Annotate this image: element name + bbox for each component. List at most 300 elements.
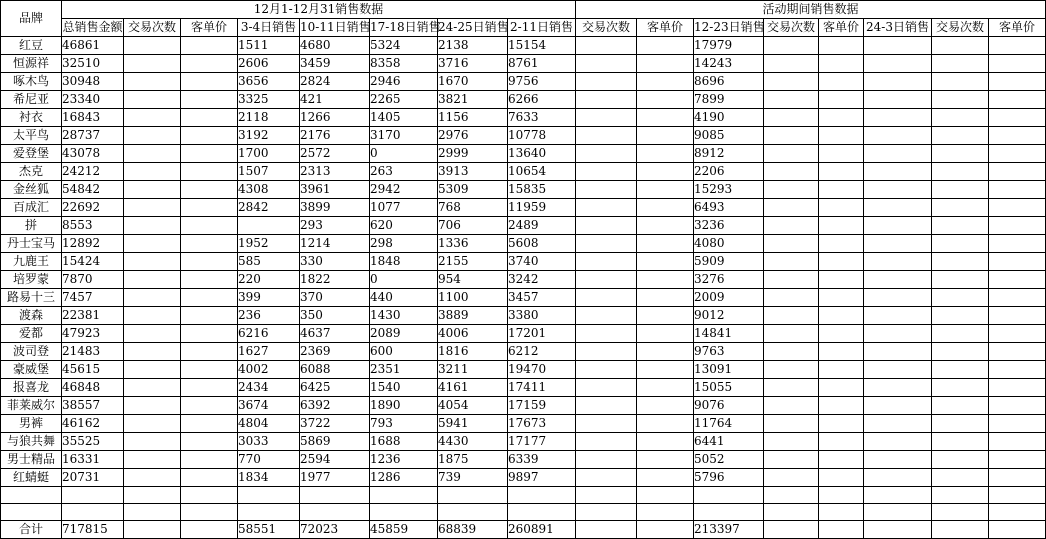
data-cell[interactable]: 3033	[238, 433, 300, 451]
data-cell[interactable]: 32510	[62, 55, 124, 73]
data-cell[interactable]	[637, 521, 694, 539]
data-cell[interactable]	[124, 415, 181, 433]
data-cell[interactable]	[181, 469, 238, 487]
data-cell[interactable]	[764, 163, 819, 181]
data-cell[interactable]	[637, 379, 694, 397]
data-cell[interactable]: 3716	[438, 55, 508, 73]
data-cell[interactable]: 330	[300, 253, 370, 271]
brand-cell[interactable]: 金丝狐	[1, 181, 62, 199]
data-cell[interactable]	[576, 397, 637, 415]
data-cell[interactable]	[819, 253, 864, 271]
brand-cell[interactable]: 恒源祥	[1, 55, 62, 73]
empty-cell[interactable]	[864, 504, 932, 521]
data-cell[interactable]: 3380	[508, 307, 576, 325]
data-cell[interactable]: 45859	[370, 521, 438, 539]
data-cell[interactable]	[764, 307, 819, 325]
data-cell[interactable]	[764, 217, 819, 235]
data-cell[interactable]	[989, 217, 1046, 235]
data-cell[interactable]	[181, 521, 238, 539]
brand-cell[interactable]: 百成汇	[1, 199, 62, 217]
data-cell[interactable]: 3740	[508, 253, 576, 271]
data-cell[interactable]: 793	[370, 415, 438, 433]
brand-cell[interactable]: 菲莱威尔	[1, 397, 62, 415]
data-cell[interactable]: 12892	[62, 235, 124, 253]
data-cell[interactable]	[764, 325, 819, 343]
data-cell[interactable]	[932, 451, 989, 469]
data-cell[interactable]: 30948	[62, 73, 124, 91]
data-cell[interactable]: 6339	[508, 451, 576, 469]
data-cell[interactable]	[989, 199, 1046, 217]
column-header[interactable]: 3-4日销售	[238, 19, 300, 37]
data-cell[interactable]: 3236	[694, 217, 764, 235]
empty-cell[interactable]	[989, 504, 1046, 521]
data-cell[interactable]: 3170	[370, 127, 438, 145]
empty-cell[interactable]	[508, 504, 576, 521]
data-cell[interactable]: 9756	[508, 73, 576, 91]
data-cell[interactable]	[576, 163, 637, 181]
empty-cell[interactable]	[764, 487, 819, 504]
data-cell[interactable]	[576, 307, 637, 325]
data-cell[interactable]	[989, 55, 1046, 73]
data-cell[interactable]	[864, 289, 932, 307]
empty-cell[interactable]	[438, 504, 508, 521]
data-cell[interactable]	[637, 325, 694, 343]
data-cell[interactable]	[576, 325, 637, 343]
data-cell[interactable]	[932, 217, 989, 235]
data-cell[interactable]: 2489	[508, 217, 576, 235]
data-cell[interactable]: 35525	[62, 433, 124, 451]
data-cell[interactable]	[124, 91, 181, 109]
data-cell[interactable]: 17673	[508, 415, 576, 433]
data-cell[interactable]	[989, 325, 1046, 343]
data-cell[interactable]: 399	[238, 289, 300, 307]
data-cell[interactable]: 17201	[508, 325, 576, 343]
data-cell[interactable]: 3674	[238, 397, 300, 415]
data-cell[interactable]: 2089	[370, 325, 438, 343]
data-cell[interactable]	[932, 235, 989, 253]
data-cell[interactable]	[819, 271, 864, 289]
data-cell[interactable]: 620	[370, 217, 438, 235]
data-cell[interactable]	[124, 109, 181, 127]
data-cell[interactable]	[989, 361, 1046, 379]
data-cell[interactable]: 10778	[508, 127, 576, 145]
data-cell[interactable]: 11959	[508, 199, 576, 217]
data-cell[interactable]	[637, 343, 694, 361]
data-cell[interactable]: 1077	[370, 199, 438, 217]
data-cell[interactable]: 1822	[300, 271, 370, 289]
data-cell[interactable]: 2118	[238, 109, 300, 127]
data-cell[interactable]	[181, 253, 238, 271]
data-cell[interactable]	[637, 253, 694, 271]
data-cell[interactable]: 6493	[694, 199, 764, 217]
data-cell[interactable]	[819, 361, 864, 379]
data-cell[interactable]	[181, 343, 238, 361]
data-cell[interactable]	[819, 343, 864, 361]
data-cell[interactable]	[637, 181, 694, 199]
data-cell[interactable]	[864, 343, 932, 361]
data-cell[interactable]	[764, 145, 819, 163]
data-cell[interactable]: 16331	[62, 451, 124, 469]
data-cell[interactable]	[764, 91, 819, 109]
data-cell[interactable]: 1890	[370, 397, 438, 415]
data-cell[interactable]	[637, 73, 694, 91]
data-cell[interactable]	[576, 451, 637, 469]
data-cell[interactable]	[124, 127, 181, 145]
data-cell[interactable]	[932, 55, 989, 73]
data-cell[interactable]: 717815	[62, 521, 124, 539]
data-cell[interactable]	[764, 253, 819, 271]
data-cell[interactable]	[124, 469, 181, 487]
data-cell[interactable]	[932, 307, 989, 325]
data-cell[interactable]: 5796	[694, 469, 764, 487]
data-cell[interactable]: 3242	[508, 271, 576, 289]
data-cell[interactable]	[989, 271, 1046, 289]
data-cell[interactable]	[819, 325, 864, 343]
column-header[interactable]: 24-3日销售	[864, 19, 932, 37]
data-cell[interactable]	[819, 55, 864, 73]
data-cell[interactable]	[637, 109, 694, 127]
data-cell[interactable]: 15293	[694, 181, 764, 199]
data-cell[interactable]: 1100	[438, 289, 508, 307]
data-cell[interactable]: 9897	[508, 469, 576, 487]
data-cell[interactable]: 2976	[438, 127, 508, 145]
data-cell[interactable]: 440	[370, 289, 438, 307]
data-cell[interactable]	[124, 307, 181, 325]
column-header[interactable]: 10-11日销售	[300, 19, 370, 37]
data-cell[interactable]	[124, 397, 181, 415]
data-cell[interactable]: 4006	[438, 325, 508, 343]
data-cell[interactable]	[819, 91, 864, 109]
data-cell[interactable]: 2176	[300, 127, 370, 145]
data-cell[interactable]: 5941	[438, 415, 508, 433]
data-cell[interactable]: 1670	[438, 73, 508, 91]
data-cell[interactable]: 4804	[238, 415, 300, 433]
data-cell[interactable]	[864, 451, 932, 469]
data-cell[interactable]: 6212	[508, 343, 576, 361]
data-cell[interactable]: 2206	[694, 163, 764, 181]
data-cell[interactable]: 3722	[300, 415, 370, 433]
data-cell[interactable]	[764, 235, 819, 253]
brand-cell[interactable]: 红蜻蜓	[1, 469, 62, 487]
empty-cell[interactable]	[370, 487, 438, 504]
data-cell[interactable]	[181, 217, 238, 235]
data-cell[interactable]	[864, 73, 932, 91]
empty-cell[interactable]	[238, 504, 300, 521]
data-cell[interactable]	[181, 91, 238, 109]
data-cell[interactable]: 1977	[300, 469, 370, 487]
data-cell[interactable]: 17411	[508, 379, 576, 397]
data-cell[interactable]	[181, 307, 238, 325]
empty-cell[interactable]	[438, 487, 508, 504]
data-cell[interactable]	[576, 91, 637, 109]
data-cell[interactable]: 4190	[694, 109, 764, 127]
data-cell[interactable]: 9763	[694, 343, 764, 361]
data-cell[interactable]	[637, 199, 694, 217]
data-cell[interactable]	[764, 199, 819, 217]
data-cell[interactable]: 1405	[370, 109, 438, 127]
column-header[interactable]: 总销售金额	[62, 19, 124, 37]
data-cell[interactable]	[819, 199, 864, 217]
data-cell[interactable]: 15055	[694, 379, 764, 397]
data-cell[interactable]	[989, 307, 1046, 325]
data-cell[interactable]	[819, 379, 864, 397]
data-cell[interactable]	[819, 145, 864, 163]
data-cell[interactable]	[124, 217, 181, 235]
data-cell[interactable]: 5052	[694, 451, 764, 469]
data-cell[interactable]	[989, 343, 1046, 361]
data-cell[interactable]: 7633	[508, 109, 576, 127]
data-cell[interactable]	[932, 397, 989, 415]
data-cell[interactable]: 10654	[508, 163, 576, 181]
data-cell[interactable]	[637, 289, 694, 307]
data-cell[interactable]	[932, 469, 989, 487]
data-cell[interactable]	[989, 379, 1046, 397]
data-cell[interactable]	[819, 451, 864, 469]
data-cell[interactable]	[637, 55, 694, 73]
data-cell[interactable]	[864, 199, 932, 217]
data-cell[interactable]	[764, 521, 819, 539]
data-cell[interactable]	[764, 289, 819, 307]
data-cell[interactable]	[819, 307, 864, 325]
data-cell[interactable]	[932, 91, 989, 109]
data-cell[interactable]	[932, 181, 989, 199]
empty-cell[interactable]	[300, 504, 370, 521]
empty-cell[interactable]	[819, 504, 864, 521]
data-cell[interactable]: 2009	[694, 289, 764, 307]
data-cell[interactable]	[864, 325, 932, 343]
data-cell[interactable]	[989, 37, 1046, 55]
data-cell[interactable]: 54842	[62, 181, 124, 199]
data-cell[interactable]	[864, 307, 932, 325]
data-cell[interactable]	[576, 127, 637, 145]
data-cell[interactable]	[181, 271, 238, 289]
data-cell[interactable]: 4308	[238, 181, 300, 199]
data-cell[interactable]: 3192	[238, 127, 300, 145]
data-cell[interactable]	[576, 343, 637, 361]
data-cell[interactable]	[637, 37, 694, 55]
data-cell[interactable]: 770	[238, 451, 300, 469]
data-cell[interactable]: 2351	[370, 361, 438, 379]
data-cell[interactable]: 3821	[438, 91, 508, 109]
data-cell[interactable]	[864, 271, 932, 289]
data-cell[interactable]: 600	[370, 343, 438, 361]
data-cell[interactable]	[576, 379, 637, 397]
data-cell[interactable]: 3913	[438, 163, 508, 181]
data-cell[interactable]: 293	[300, 217, 370, 235]
data-cell[interactable]	[181, 37, 238, 55]
data-cell[interactable]	[576, 55, 637, 73]
data-cell[interactable]	[181, 109, 238, 127]
data-cell[interactable]: 2434	[238, 379, 300, 397]
data-cell[interactable]	[124, 433, 181, 451]
data-cell[interactable]: 1952	[238, 235, 300, 253]
data-cell[interactable]: 13091	[694, 361, 764, 379]
data-cell[interactable]	[819, 127, 864, 145]
column-header[interactable]: 24-25日销售	[438, 19, 508, 37]
data-cell[interactable]	[819, 73, 864, 91]
data-cell[interactable]	[576, 235, 637, 253]
data-cell[interactable]: 17979	[694, 37, 764, 55]
corner-header-brand[interactable]: 品牌	[1, 1, 62, 37]
data-cell[interactable]	[181, 433, 238, 451]
data-cell[interactable]	[864, 55, 932, 73]
column-header[interactable]: 交易次数	[124, 19, 181, 37]
data-cell[interactable]: 1156	[438, 109, 508, 127]
column-header[interactable]: 交易次数	[932, 19, 989, 37]
data-cell[interactable]: 1848	[370, 253, 438, 271]
data-cell[interactable]: 2313	[300, 163, 370, 181]
data-cell[interactable]	[819, 217, 864, 235]
data-cell[interactable]	[576, 361, 637, 379]
brand-cell[interactable]: 豪威堡	[1, 361, 62, 379]
data-cell[interactable]: 21483	[62, 343, 124, 361]
data-cell[interactable]: 9076	[694, 397, 764, 415]
data-cell[interactable]	[124, 379, 181, 397]
data-cell[interactable]	[576, 199, 637, 217]
data-cell[interactable]	[864, 397, 932, 415]
data-cell[interactable]	[864, 145, 932, 163]
data-cell[interactable]	[124, 361, 181, 379]
data-cell[interactable]	[181, 199, 238, 217]
data-cell[interactable]: 3899	[300, 199, 370, 217]
data-cell[interactable]: 8553	[62, 217, 124, 235]
data-cell[interactable]	[637, 469, 694, 487]
data-cell[interactable]: 2138	[438, 37, 508, 55]
data-cell[interactable]	[864, 521, 932, 539]
empty-cell[interactable]	[181, 487, 238, 504]
data-cell[interactable]: 38557	[62, 397, 124, 415]
data-cell[interactable]: 1540	[370, 379, 438, 397]
data-cell[interactable]: 3889	[438, 307, 508, 325]
data-cell[interactable]	[181, 415, 238, 433]
data-cell[interactable]: 7870	[62, 271, 124, 289]
data-cell[interactable]: 4161	[438, 379, 508, 397]
empty-cell[interactable]	[576, 487, 637, 504]
data-cell[interactable]: 23340	[62, 91, 124, 109]
data-cell[interactable]	[864, 181, 932, 199]
data-cell[interactable]	[989, 521, 1046, 539]
column-header[interactable]: 交易次数	[576, 19, 637, 37]
data-cell[interactable]: 22692	[62, 199, 124, 217]
data-cell[interactable]	[932, 127, 989, 145]
empty-cell[interactable]	[694, 487, 764, 504]
data-cell[interactable]: 1430	[370, 307, 438, 325]
empty-cell[interactable]	[238, 487, 300, 504]
data-cell[interactable]	[932, 37, 989, 55]
data-cell[interactable]	[764, 181, 819, 199]
data-cell[interactable]: 5869	[300, 433, 370, 451]
data-cell[interactable]	[124, 37, 181, 55]
data-cell[interactable]	[864, 469, 932, 487]
empty-cell[interactable]	[1, 487, 62, 504]
data-cell[interactable]: 4080	[694, 235, 764, 253]
data-cell[interactable]: 2824	[300, 73, 370, 91]
data-cell[interactable]	[181, 181, 238, 199]
brand-cell[interactable]: 丹士宝马	[1, 235, 62, 253]
data-cell[interactable]	[124, 145, 181, 163]
data-cell[interactable]	[989, 433, 1046, 451]
data-cell[interactable]	[989, 91, 1046, 109]
totals-label-cell[interactable]: 合计	[1, 521, 62, 539]
group-header-promotion[interactable]: 活动期间销售数据	[576, 1, 1046, 19]
data-cell[interactable]	[989, 181, 1046, 199]
data-cell[interactable]: 46848	[62, 379, 124, 397]
data-cell[interactable]	[764, 469, 819, 487]
column-header[interactable]: 客单价	[819, 19, 864, 37]
data-cell[interactable]	[764, 451, 819, 469]
brand-cell[interactable]: 爱都	[1, 325, 62, 343]
data-cell[interactable]	[181, 289, 238, 307]
data-cell[interactable]	[819, 37, 864, 55]
data-cell[interactable]	[576, 289, 637, 307]
data-cell[interactable]	[764, 433, 819, 451]
empty-cell[interactable]	[300, 487, 370, 504]
data-cell[interactable]	[576, 37, 637, 55]
data-cell[interactable]: 2606	[238, 55, 300, 73]
brand-cell[interactable]: 红豆	[1, 37, 62, 55]
data-cell[interactable]	[576, 271, 637, 289]
data-cell[interactable]	[576, 181, 637, 199]
data-cell[interactable]	[124, 199, 181, 217]
data-cell[interactable]: 72023	[300, 521, 370, 539]
data-cell[interactable]: 263	[370, 163, 438, 181]
data-cell[interactable]: 1336	[438, 235, 508, 253]
data-cell[interactable]	[637, 433, 694, 451]
data-cell[interactable]: 5309	[438, 181, 508, 199]
brand-cell[interactable]: 拼	[1, 217, 62, 235]
data-cell[interactable]	[764, 55, 819, 73]
data-cell[interactable]	[864, 235, 932, 253]
data-cell[interactable]	[932, 163, 989, 181]
data-cell[interactable]	[764, 379, 819, 397]
data-cell[interactable]	[576, 415, 637, 433]
column-header[interactable]: 客单价	[181, 19, 238, 37]
data-cell[interactable]: 45615	[62, 361, 124, 379]
data-cell[interactable]	[864, 433, 932, 451]
empty-cell[interactable]	[124, 487, 181, 504]
data-cell[interactable]: 4637	[300, 325, 370, 343]
empty-cell[interactable]	[864, 487, 932, 504]
column-header[interactable]: 交易次数	[764, 19, 819, 37]
data-cell[interactable]: 16843	[62, 109, 124, 127]
empty-cell[interactable]	[819, 487, 864, 504]
data-cell[interactable]: 1511	[238, 37, 300, 55]
data-cell[interactable]	[932, 325, 989, 343]
data-cell[interactable]: 2594	[300, 451, 370, 469]
brand-cell[interactable]: 培罗蒙	[1, 271, 62, 289]
data-cell[interactable]: 585	[238, 253, 300, 271]
data-cell[interactable]	[864, 109, 932, 127]
data-cell[interactable]: 28737	[62, 127, 124, 145]
data-cell[interactable]: 3459	[300, 55, 370, 73]
data-cell[interactable]: 4002	[238, 361, 300, 379]
data-cell[interactable]	[637, 217, 694, 235]
data-cell[interactable]	[989, 127, 1046, 145]
empty-cell[interactable]	[370, 504, 438, 521]
data-cell[interactable]	[932, 271, 989, 289]
brand-cell[interactable]: 太平鸟	[1, 127, 62, 145]
data-cell[interactable]: 1236	[370, 451, 438, 469]
data-cell[interactable]: 6216	[238, 325, 300, 343]
data-cell[interactable]	[819, 469, 864, 487]
data-cell[interactable]: 1507	[238, 163, 300, 181]
data-cell[interactable]	[819, 415, 864, 433]
data-cell[interactable]	[124, 343, 181, 361]
data-cell[interactable]: 1286	[370, 469, 438, 487]
empty-cell[interactable]	[637, 504, 694, 521]
data-cell[interactable]	[764, 73, 819, 91]
data-cell[interactable]	[181, 145, 238, 163]
